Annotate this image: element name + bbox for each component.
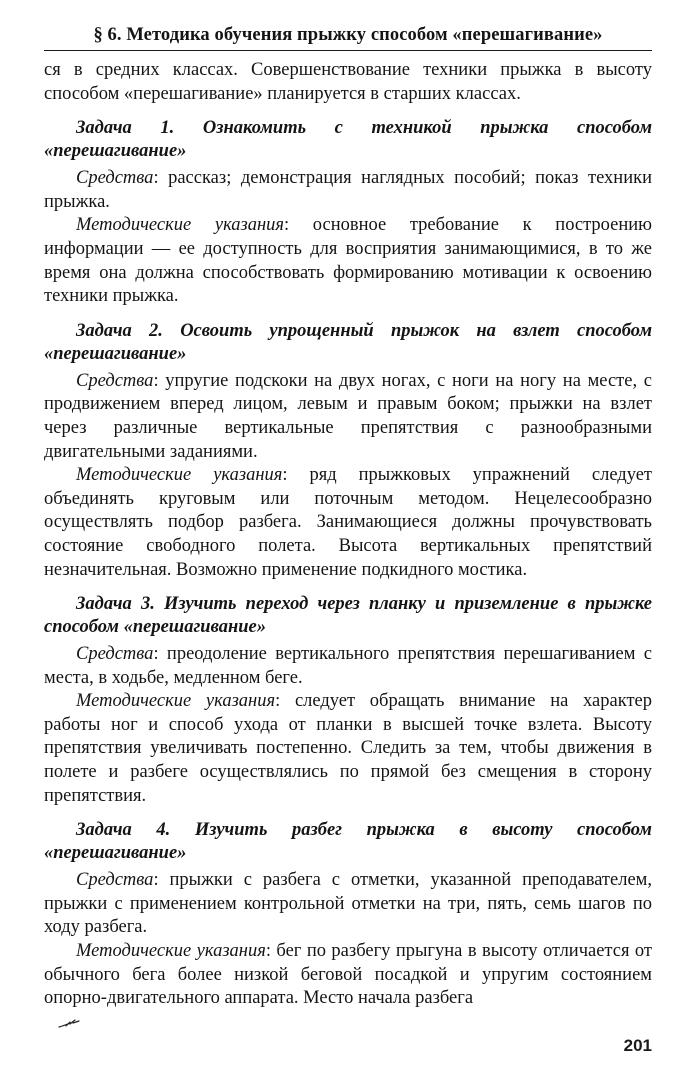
guidelines-label: Методические указания [76,941,266,962]
guidelines-text: : основное требование к построению информации — ее доступность для восприятия занимающимися, в то же время она должна способствовать формированию мотивации к освоению техники прыжка. [44,215,652,307]
means-label: Средства [76,870,154,891]
guidelines-paragraph [44,464,652,582]
guidelines-text: : ряд прыжковых упражнений следует объединять круговым или поточным методом. Нецелесообразно осуществлять подбор разбега. Занимающиеся должны прочувствовать состояние свободного полета. Высота вертикальных препятствий незначительная. Возможно применение подкидного мостика. [44,465,652,580]
task-heading: Задача 4. Изучить разбег прыжка в высоту способом «перешагивание» [44,820,652,864]
task-section-4 [44,819,652,1011]
means-text: : преодоление вертикального препятствия перешагиванием с места, в ходьбе, медленном беге. [44,644,652,688]
guidelines-label: Методические указания [76,691,276,712]
page-number: 201 [623,1036,652,1055]
guidelines-paragraph [44,940,652,1011]
running-head: § 6. Методика обучения прыжку способом «перешагивание» [44,22,652,51]
task-heading: Задача 1. Ознакомить с техникой прыжка способом «перешагивание» [44,118,652,162]
means-label: Средства [76,168,154,189]
means-paragraph [44,869,652,940]
means-label: Средства [76,370,154,391]
guidelines-text: : бег по разбегу прыгуна в высоту отличается от обычного бега более низкой беговой посадкой и упругим состоянием опорно-двигательного аппарата. Место начала разбега [44,941,653,1009]
means-paragraph [44,643,652,690]
task-section-2 [44,320,652,582]
means-paragraph [44,167,652,214]
guidelines-label: Методические указания [76,215,285,236]
means-text: : прыжки с разбега с отметки, указанной преподавателем, прыжки с применением контрольной отметки на три, пять, семь шагов по ходу разбега. [44,870,652,938]
means-text: : упругие подскоки на двух ногах, с ноги на ногу на месте, с продвижением вперед лицом, левым и правым боком; прыжки на взлет через различные вертикальные препятствия с разнообразными двигательными заданиями. [44,370,652,462]
guidelines-paragraph [44,690,652,808]
guidelines-label: Методические указания [76,465,283,486]
task-heading: Задача 2. Освоить упрощенный прыжок на взлет способом «перешагивание» [44,320,652,364]
book-page [44,22,652,1011]
means-label: Средства [76,644,154,665]
task-heading: Задача 3. Изучить переход через планку и приземление в прыжке способом «перешагивание» [44,594,652,638]
intro-paragraph: ся в средних классах. Совершенствование техники прыжка в высоту способом «перешагивание» планируется в старших классах. [44,60,652,104]
guidelines-paragraph [44,214,652,308]
means-paragraph [44,370,652,464]
guidelines-text: : следует обращать внимание на характер работы ног и способ ухода от планки в высшей точке взлета. Высоту препятствия увеличивать постепенно. Следить за тем, чтобы движения в полете и разбеге осуществлялись по прямой без смещения в сторону препятствия. [44,691,653,806]
means-text: : рассказ; демонстрация наглядных пособий; показ техники прыжка. [44,168,652,212]
task-section-1 [44,117,652,309]
body-text [44,59,652,1011]
task-section-3 [44,593,652,808]
ink-mark-icon [58,1018,80,1030]
